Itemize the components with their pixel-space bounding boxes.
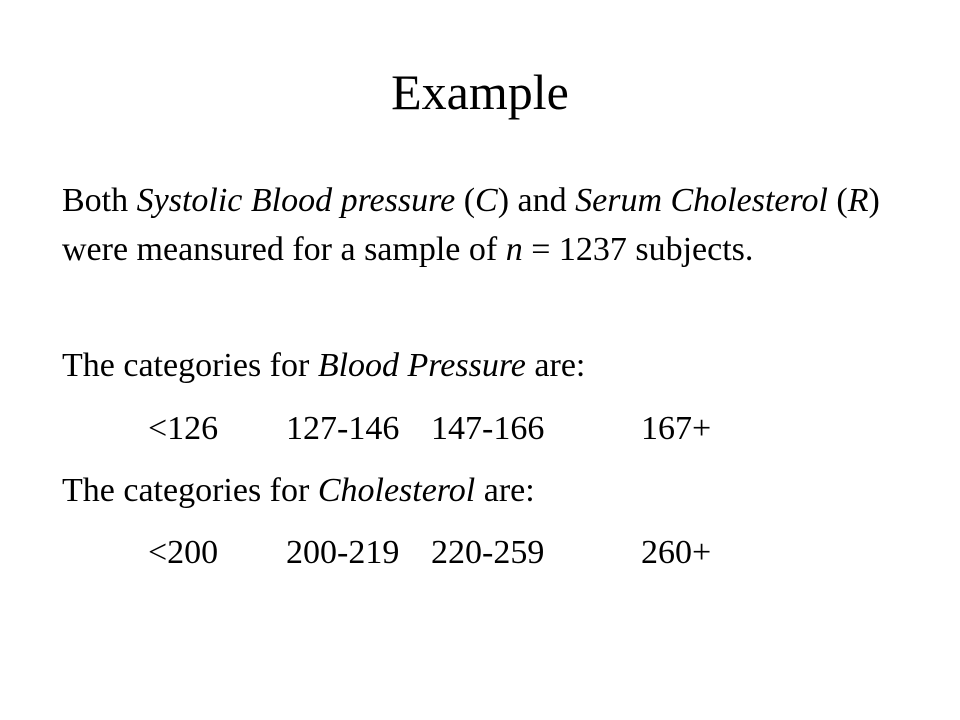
variable-r: R xyxy=(847,182,869,219)
serum-cholesterol-term: Serum Cholesterol xyxy=(575,182,828,219)
cholesterol-category: <200 xyxy=(148,534,219,571)
bp-category: 167+ xyxy=(641,410,712,447)
cholesterol-heading xyxy=(62,466,922,515)
chol-text-2: are: xyxy=(475,472,535,509)
bp-text-2: are: xyxy=(525,347,586,384)
intro-text-6: = 1237 subjects. xyxy=(522,231,754,268)
intro-paragraph xyxy=(62,176,922,274)
variable-n: n xyxy=(505,231,523,268)
bp-category: 147-166 xyxy=(431,410,545,447)
slide-title: Example xyxy=(391,64,569,120)
bp-category: 127-146 xyxy=(286,410,400,447)
blood-pressure-heading xyxy=(62,341,922,390)
intro-text-5: ) were meansured for a sample of xyxy=(62,182,880,268)
variable-c: C xyxy=(475,182,498,219)
cholesterol-category: 200-219 xyxy=(286,534,400,571)
intro-text-4: ( xyxy=(827,182,848,219)
systolic-term: Systolic Blood pressure xyxy=(136,182,456,219)
cholesterol-categories xyxy=(148,528,908,577)
intro-text-1: Both xyxy=(62,182,137,219)
intro-text-2: ( xyxy=(455,182,476,219)
bp-text-1: The categories for xyxy=(62,347,318,384)
chol-text-1: The categories for xyxy=(62,472,318,509)
blood-pressure-categories xyxy=(148,404,908,453)
cholesterol-category: 260+ xyxy=(641,534,712,571)
cholesterol-term: Cholesterol xyxy=(317,472,476,509)
cholesterol-category: 220-259 xyxy=(431,534,545,571)
intro-text-3: ) and xyxy=(497,182,576,219)
blood-pressure-term: Blood Pressure xyxy=(317,347,526,384)
bp-category: <126 xyxy=(148,410,219,447)
